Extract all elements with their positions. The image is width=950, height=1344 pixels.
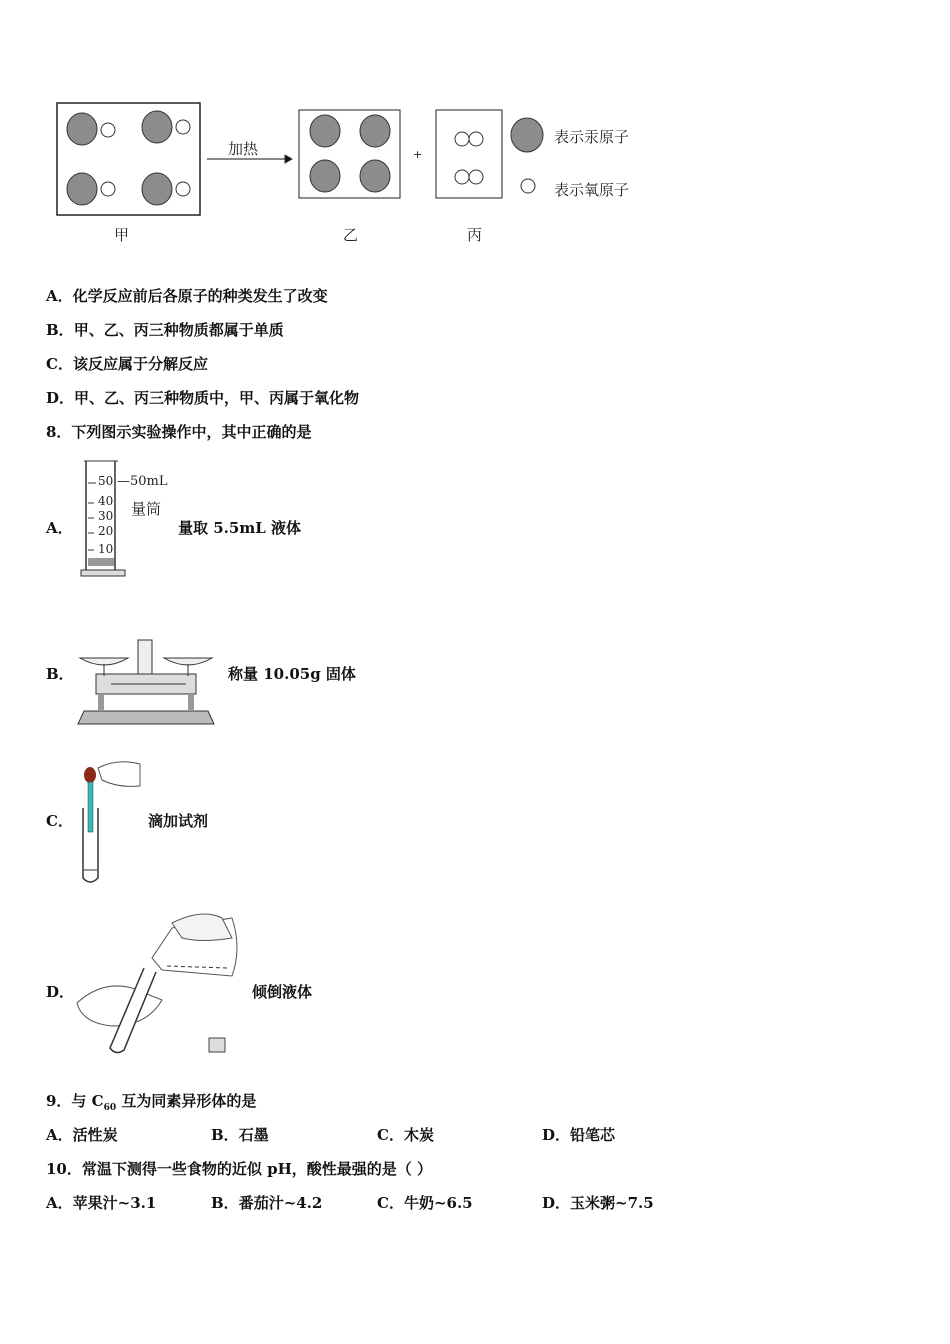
q10-option-c[interactable]: C．牛奶~6.5 <box>377 1194 473 1212</box>
q8-option-b-text: 称量 10.05g 固体 <box>228 665 356 683</box>
q8-option-b-letter[interactable]: B． <box>46 665 74 683</box>
q10-option-d[interactable]: D．玉米粥~7.5 <box>542 1194 654 1212</box>
q9-option-c[interactable]: C．木炭 <box>377 1126 434 1144</box>
q10-stem: 10．常温下测得一些食物的近似 pH，酸性最强的是（ ） <box>46 1160 432 1178</box>
q8-option-a-letter[interactable]: A． <box>46 519 73 537</box>
label-yi: 乙 <box>343 226 359 244</box>
label-bing: 丙 <box>467 226 483 244</box>
q8-option-d-text: 倾倒液体 <box>252 983 313 1001</box>
plus-sign: + <box>413 148 423 161</box>
q7-option-d[interactable]: D．甲、乙、丙三种物质中，甲、丙属于氧化物 <box>46 389 360 407</box>
q9-option-b[interactable]: B．石墨 <box>211 1126 269 1144</box>
q9-option-d[interactable]: D．铅笔芯 <box>542 1126 616 1144</box>
q8-option-d-letter[interactable]: D． <box>46 983 75 1001</box>
tick-10: 10 <box>98 542 114 556</box>
q8-stem: 8．下列图示实验操作中，其中正确的是 <box>46 423 312 441</box>
tick-40: 40 <box>98 494 114 508</box>
tick-20: 20 <box>98 524 114 538</box>
balance-scale-image <box>76 636 216 726</box>
q8-option-a-text: 量取 5.5mL 液体 <box>178 519 301 537</box>
pouring-liquid-image <box>72 908 242 1058</box>
q10-option-b[interactable]: B．番茄汁~4.2 <box>211 1194 323 1212</box>
cylinder-name: 量筒 <box>131 500 162 518</box>
tick-30: 30 <box>98 509 114 523</box>
tick-50: 50 <box>98 474 114 488</box>
q9-stem: 9．与 $C_{60}$ 互为同素异形体的是 <box>46 1092 257 1113</box>
capacity-label: —50mL <box>117 474 168 489</box>
q7-option-c[interactable]: C．该反应属于分解反应 <box>46 355 208 373</box>
q9-option-a[interactable]: A．活性炭 <box>46 1126 118 1144</box>
label-jia: 甲 <box>114 226 130 244</box>
arrow-label: 加热 <box>228 140 259 158</box>
legend-mercury: 表示汞原子 <box>554 128 630 146</box>
reaction-diagram <box>40 95 700 255</box>
dropper-test-tube-image <box>78 758 148 888</box>
q8-option-c-letter[interactable]: C． <box>46 812 73 830</box>
q8-option-c-text: 滴加试剂 <box>148 812 209 830</box>
q7-option-a[interactable]: A．化学反应前后各原子的种类发生了改变 <box>46 287 328 305</box>
legend-oxygen: 表示氧原子 <box>554 181 630 199</box>
q10-option-a[interactable]: A．苹果汁~3.1 <box>46 1194 157 1212</box>
q7-option-b[interactable]: B．甲、乙、丙三种物质都属于单质 <box>46 321 284 339</box>
